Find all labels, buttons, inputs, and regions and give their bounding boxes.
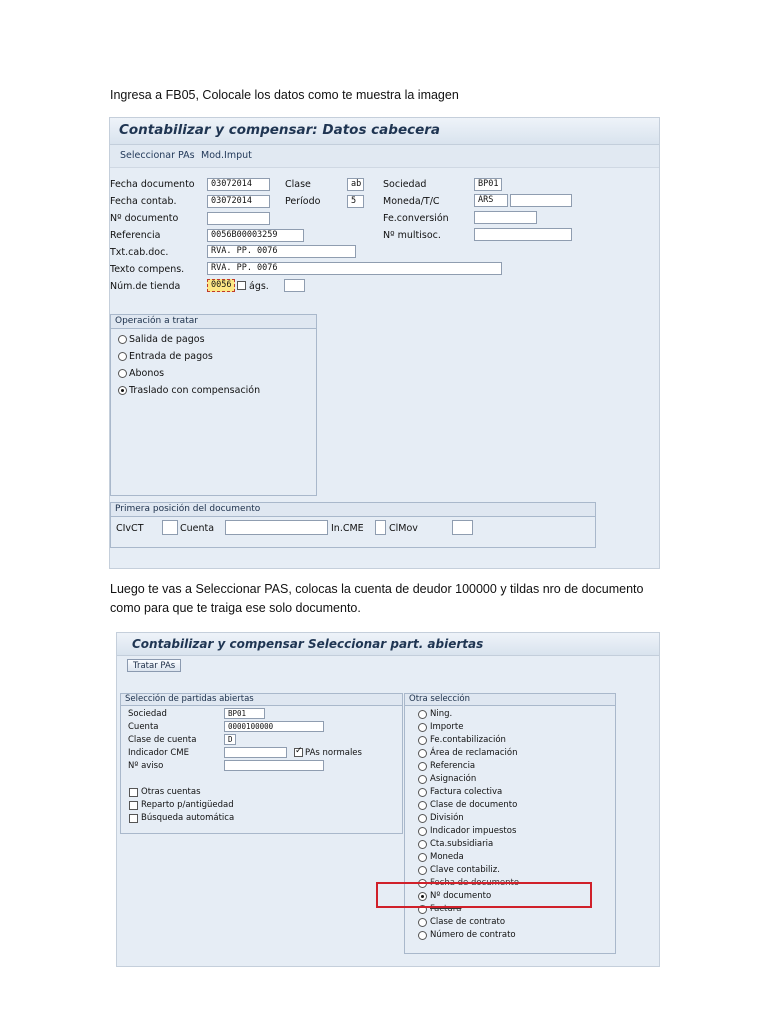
otra-option-radio[interactable] — [418, 736, 427, 745]
check-mark-icon: ✓ — [295, 746, 303, 756]
cuenta2-field[interactable]: 0000100000 — [224, 721, 324, 732]
referencia-field[interactable]: 0056B00003259 — [207, 229, 304, 242]
texto-compens-field[interactable]: RVA. PP. 0076 — [207, 262, 502, 275]
n-aviso-label: Nº aviso — [128, 761, 164, 771]
txt-cab-doc-label: Txt.cab.doc. — [110, 247, 169, 258]
n-multisoc-field[interactable] — [474, 228, 572, 241]
otra-option-label: División — [430, 813, 464, 823]
seleccion-partidas-header — [121, 694, 402, 706]
otra-option-radio[interactable] — [418, 775, 427, 784]
pags-field[interactable] — [284, 279, 305, 292]
cuenta-label: Cuenta — [180, 523, 215, 534]
otra-option-label: Clave contabiliz. — [430, 865, 500, 875]
entrada-pagos-label: Entrada de pagos — [129, 351, 213, 362]
otra-option-label: Indicador impuestos — [430, 826, 517, 836]
tipo-cambio-field[interactable] — [510, 194, 572, 207]
salida-pagos-radio[interactable] — [118, 335, 127, 344]
primera-posicion-group — [110, 502, 596, 548]
otra-seleccion-header — [405, 694, 615, 706]
n-documento-label: Nº documento — [110, 213, 179, 224]
fe-conversion-field[interactable] — [474, 211, 537, 224]
primera-posicion-title: Primera posición del documento — [115, 504, 261, 514]
otra-option-radio[interactable] — [418, 866, 427, 875]
screen-title: Contabilizar y compensar: Datos cabecera — [119, 122, 441, 138]
otra-option-label: Fecha de documento — [430, 878, 520, 888]
seleccionar-pas-button[interactable]: Seleccionar PAs — [120, 150, 195, 161]
traslado-compensacion-radio[interactable] — [118, 386, 127, 395]
traslado-compensacion-label: Traslado con compensación — [129, 385, 261, 396]
fecha-contab-label: Fecha contab. — [110, 196, 177, 207]
fecha-contab-field[interactable]: 03072014 — [207, 195, 270, 208]
referencia-label: Referencia — [110, 230, 161, 241]
application-toolbar — [110, 145, 659, 168]
civct-field[interactable] — [162, 520, 178, 535]
otra-option-label: Ning. — [430, 709, 453, 719]
otra-option-radio[interactable] — [418, 788, 427, 797]
in-cme-field[interactable] — [375, 520, 386, 535]
otra-option-label: Moneda — [430, 852, 464, 862]
otras-cuentas-label: Otras cuentas — [141, 787, 201, 797]
moneda-label: Moneda/T/C — [383, 196, 440, 207]
screen-title-bar — [110, 118, 659, 145]
tienda-checkbox[interactable] — [237, 281, 246, 290]
txt-cab-doc-field[interactable]: RVA. PP. 0076 — [207, 245, 356, 258]
otra-option-radio[interactable] — [418, 710, 427, 719]
abonos-radio[interactable] — [118, 369, 127, 378]
otra-option-label: Área de reclamación — [430, 748, 518, 758]
texto-compens-label: Texto compens. — [110, 264, 185, 275]
sociedad-field[interactable]: BP01 — [474, 178, 502, 191]
otra-option-label: Importe — [430, 722, 464, 732]
otra-option-radio[interactable] — [418, 749, 427, 758]
screen2-title-bar — [117, 633, 659, 656]
clmov-label: ClMov — [389, 523, 418, 534]
operacion-group — [110, 314, 317, 496]
salida-pagos-label: Salida de pagos — [129, 334, 205, 345]
num-tienda-label: Núm.de tienda — [110, 281, 181, 292]
otras-cuentas-checkbox[interactable] — [129, 788, 138, 797]
otra-option-label: Clase de documento — [430, 800, 518, 810]
cuenta2-label: Cuenta — [128, 722, 159, 732]
periodo-label: Período — [285, 196, 321, 207]
indicador-cme-label: Indicador CME — [128, 748, 189, 758]
periodo-field[interactable]: 5 — [347, 195, 364, 208]
intro-instruction: Ingresa a FB05, Colocale los datos como te muestra la imagen — [110, 88, 459, 102]
primera-posicion-header — [111, 503, 595, 517]
otra-option-label: Cta.subsidiaria — [430, 839, 494, 849]
second-instruction: Luego te vas a Seleccionar PAS, colocas la cuenta de deudor 100000 y tildas nro de documento como para que te traiga ese solo documento. — [110, 582, 644, 615]
fecha-documento-field[interactable]: 03072014 — [207, 178, 270, 191]
highlight-box — [376, 882, 592, 908]
otra-option-label: Factura colectiva — [430, 787, 503, 797]
entrada-pagos-radio[interactable] — [118, 352, 127, 361]
operacion-group-header — [111, 315, 316, 329]
clase-field[interactable]: ab — [347, 178, 364, 191]
otra-option-label: Número de contrato — [430, 930, 516, 940]
clase-cuenta-field[interactable]: D — [224, 734, 236, 745]
clase-cuenta-label: Clase de cuenta — [128, 735, 197, 745]
seleccionar-pas-screen — [116, 632, 660, 967]
fecha-documento-label: Fecha documento — [110, 179, 195, 190]
n-multisoc-label: Nº multisoc. — [383, 230, 441, 241]
reparto-antiguedad-checkbox[interactable] — [129, 801, 138, 810]
clase-label: Clase — [285, 179, 311, 190]
otra-seleccion-group — [404, 693, 616, 954]
clmov-field[interactable] — [452, 520, 473, 535]
otra-option-label: Fe.contabilización — [430, 735, 506, 745]
sociedad-label: Sociedad — [383, 179, 427, 190]
n-documento-field[interactable] — [207, 212, 270, 225]
otra-seleccion-title: Otra selección — [409, 694, 470, 704]
otra-option-label: Nº documento — [430, 891, 492, 901]
otra-option-radio[interactable] — [418, 723, 427, 732]
otra-option-label: Factura — [430, 904, 462, 914]
busqueda-automatica-label: Búsqueda automática — [141, 813, 235, 823]
otra-option-label: Clase de contrato — [430, 917, 506, 927]
otra-option-radio[interactable] — [418, 801, 427, 810]
otra-option-radio[interactable] — [418, 853, 427, 862]
sociedad2-label: Sociedad — [128, 709, 167, 719]
pags-label: ágs. — [249, 281, 269, 292]
tratar-pas-button[interactable]: Tratar PAs — [127, 659, 181, 672]
otra-option-radio[interactable] — [418, 931, 427, 940]
screen2-title: Contabilizar y compensar Seleccionar part. abiertas — [132, 637, 484, 651]
fe-conversion-label: Fe.conversión — [383, 213, 449, 224]
otra-option-radio[interactable] — [418, 840, 427, 849]
in-cme-label: In.CME — [331, 523, 364, 534]
otra-option-radio[interactable] — [418, 918, 427, 927]
reparto-antiguedad-label: Reparto p/antigüedad — [141, 800, 234, 810]
seleccion-partidas-group — [120, 693, 403, 834]
otra-option-label: Asignación — [430, 774, 477, 784]
mod-imput-button[interactable]: Mod.Imput — [201, 150, 252, 161]
busqueda-automatica-checkbox[interactable] — [129, 814, 138, 823]
indicador-cme-field[interactable] — [224, 747, 287, 758]
pas-normales-label: PAs normales — [305, 748, 362, 758]
moneda-field[interactable]: ARS — [474, 194, 508, 207]
n-aviso-field[interactable] — [224, 760, 324, 771]
otra-option-radio[interactable] — [418, 814, 427, 823]
otra-option-label: Referencia — [430, 761, 476, 771]
cuenta-field[interactable] — [225, 520, 328, 535]
sociedad2-field[interactable]: BP01 — [224, 708, 265, 719]
abonos-label: Abonos — [129, 368, 165, 379]
operacion-group-title: Operación a tratar — [115, 316, 198, 326]
seleccion-partidas-title: Selección de partidas abiertas — [125, 694, 254, 704]
pas-normales-checkbox[interactable] — [294, 748, 303, 757]
civct-label: CIvCT — [116, 523, 144, 534]
otra-option-radio[interactable] — [418, 827, 427, 836]
num-tienda-field[interactable]: 0056 — [207, 279, 235, 292]
fb05-header-screen — [109, 117, 660, 569]
otra-option-radio[interactable] — [418, 762, 427, 771]
